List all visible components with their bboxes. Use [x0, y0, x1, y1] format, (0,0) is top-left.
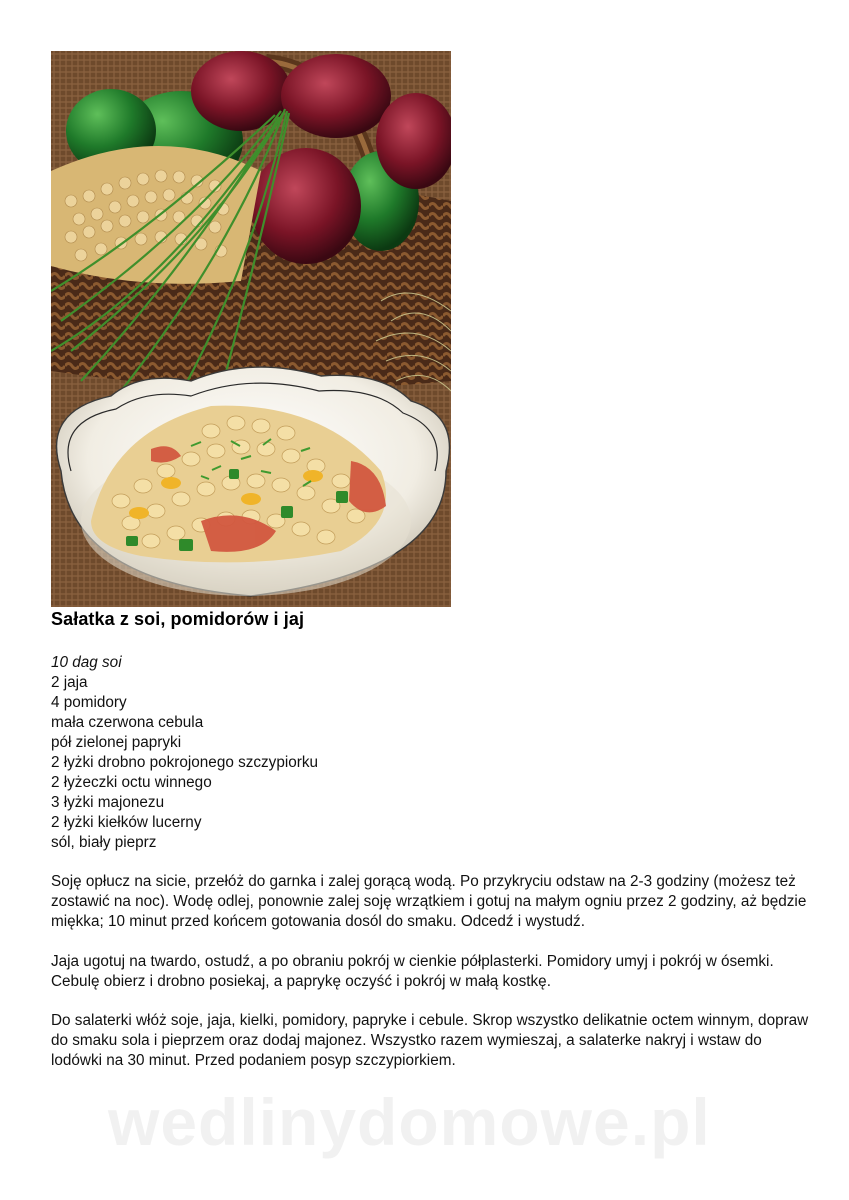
- ingredient-item: sól, biały pieprz: [51, 834, 157, 851]
- ingredient-list: [51, 653, 318, 853]
- ingredient-item: 3 łyżki majonezu: [51, 794, 165, 811]
- step-paragraph: Soję opłucz na sicie, przełóż do garnka i zalej gorącą wodą. Po przykryciu odstaw na 2-3 godziny (możesz też zostawić na noc). Wodę odlej, ponownie zalej soję wrzątkiem i gotuj na małym ogniu przez 2 godziny, aż będzie miękka; 10 minut przed końcem gotowania dosól do smaku. Odcedź i wystudź.: [51, 873, 807, 931]
- salad-illustration: [51, 51, 451, 607]
- ingredient-item: mała czerwona cebula: [51, 714, 204, 731]
- ingredient-item: 2 łyżki kiełków lucerny: [51, 814, 202, 831]
- step-paragraph: Do salaterki włóż soje, jaja, kielki, pomidory, papryke i cebule. Skrop wszystko delikatnie octem winnym, dopraw do smaku sola i pieprzem oraz dodaj majonez. Wszystko razem wymieszaj, a salaterke nakryj i wstaw do lodówki na 30 minut. Przed podaniem posyp szczypiorkiem.: [51, 1012, 809, 1070]
- preparation-steps: [51, 872, 811, 1091]
- ingredient-item: 2 łyżki drobno pokrojonego szczypiorku: [51, 754, 318, 771]
- ingredient-item: 10 dag soi: [51, 654, 122, 671]
- step-paragraph: Jaja ugotuj na twardo, ostudź, a po obraniu pokrój w cienkie półplasterki. Pomidory umyj i pokrój w ósemki. Cebulę obierz i drobno posiekaj, a paprykę oczyść i pokrój w małą kostkę.: [51, 952, 774, 990]
- recipe-photo: [51, 51, 451, 607]
- ingredient-item: 2 jaja: [51, 674, 88, 691]
- recipe-title: Sałatka z soi, pomidorów i jaj: [51, 609, 305, 629]
- ingredient-item: 4 pomidory: [51, 694, 127, 711]
- ingredient-item: pół zielonej papryki: [51, 734, 182, 751]
- ingredient-item: 2 łyżeczki octu winnego: [51, 774, 212, 791]
- watermark: wedlinydomowe.pl: [108, 1085, 711, 1159]
